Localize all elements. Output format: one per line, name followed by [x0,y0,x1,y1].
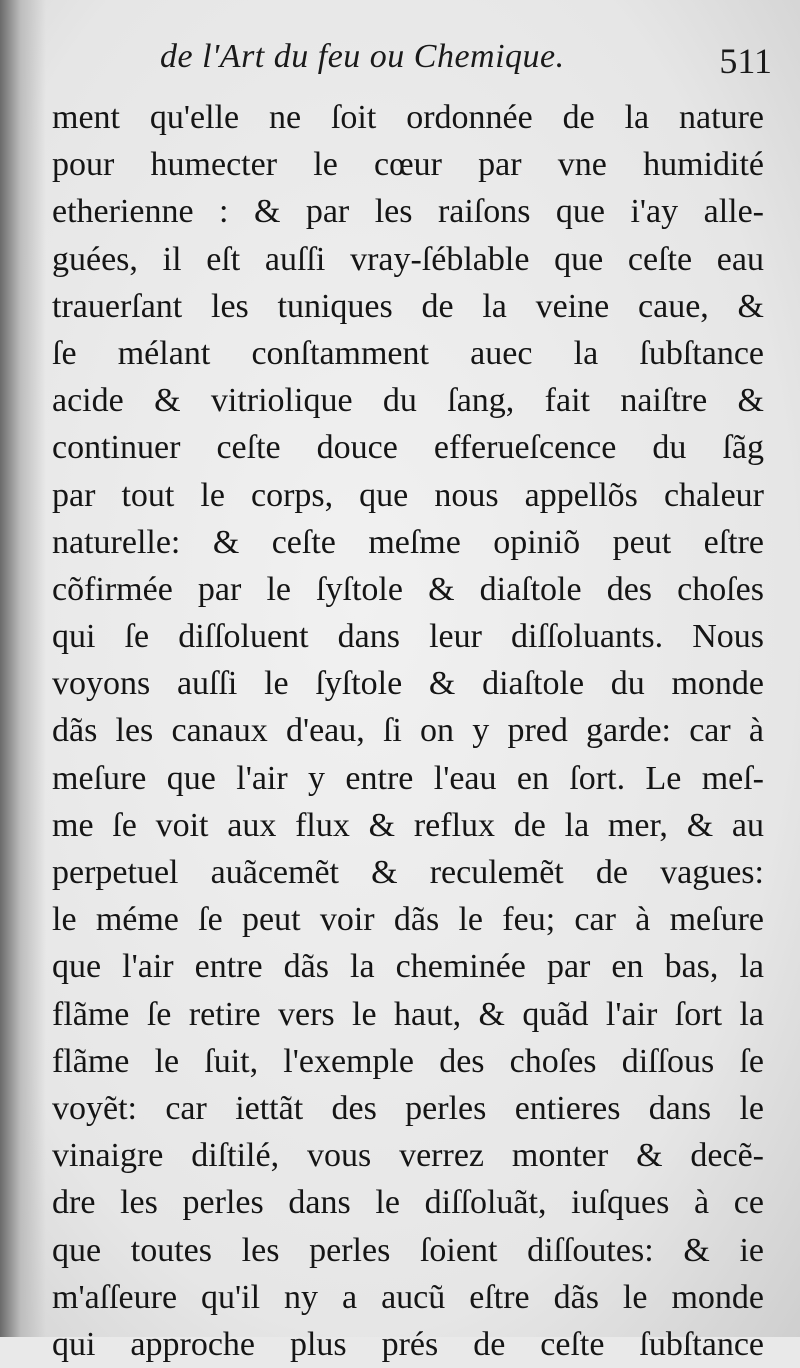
text-line: continuer ceſte douce efferueſcence du ſãg [52,429,764,467]
text-line: voyẽt: car iettãt des perles entieres dans le [52,1089,764,1127]
text-line: que toutes les perles ſoient diſſoutes: & ie [52,1231,764,1269]
running-title: de l'Art du feu ou Chemique. [160,38,565,75]
text-line: qui approche plus prés de ceſte ſubſtance [52,1325,764,1363]
text-line: qui ſe diſſoluent dans leur diſſoluants. Nous [52,618,764,656]
text-line: ſe mélant conſtamment auec la ſubſtance [52,334,764,372]
text-line: perpetuel auãcemẽt & reculemẽt de vagues: [52,854,764,891]
text-line: voyons auſſi le ſyſtole & diaſtole du monde [52,665,764,703]
binding-shadow [0,0,46,1337]
text-line: me ſe voit aux flux & reflux de la mer, & au [52,806,764,844]
text-line: flãme ſe retire vers le haut, & quãd l'air ſort la [52,995,764,1033]
text-line: trauerſant les tuniques de la veine caue, & [52,287,764,325]
text-line: naturelle: & ceſte meſme opiniõ peut eſtre [52,523,764,561]
text-line: etherienne : & par les raiſons que i'ay alle- [52,193,764,231]
text-line: que l'air entre dãs la cheminée par en bas, la [52,948,764,986]
text-line: ment qu'elle ne ſoit ordonnée de la nature [52,99,764,136]
text-line: pour humecter le cœur par vne humidité [52,146,764,184]
text-line: par tout le corps, que nous appellõs chaleur [52,476,764,514]
page-number: 511 [719,41,772,81]
text-line: cõfirmée par le ſyſtole & diaſtole des choſes [52,570,764,608]
text-line: flãme le ſuit, l'exemple des choſes diſſous ſe [52,1042,764,1080]
text-line: acide & vitriolique du ſang, fait naiſtre & [52,382,764,420]
text-line: meſure que l'air y entre l'eau en ſort. Le meſ- [52,759,764,797]
text-line: dre les perles dans le diſſoluãt, iuſques à ce [52,1184,764,1222]
body-text [52,94,764,1368]
text-line: guées, il eſt auſſi vray-ſéblable que ceſte eau [52,240,764,278]
text-line: dãs les canaux d'eau, ſi on y pred garde: car à [52,712,764,750]
text-line: m'aſſeure qu'il ny a aucũ eſtre dãs le monde [52,1278,764,1316]
text-line: le méme ſe peut voir dãs le feu; car à meſure [52,901,764,939]
text-line: vinaigre diſtilé, vous verrez monter & decẽ- [52,1137,764,1175]
